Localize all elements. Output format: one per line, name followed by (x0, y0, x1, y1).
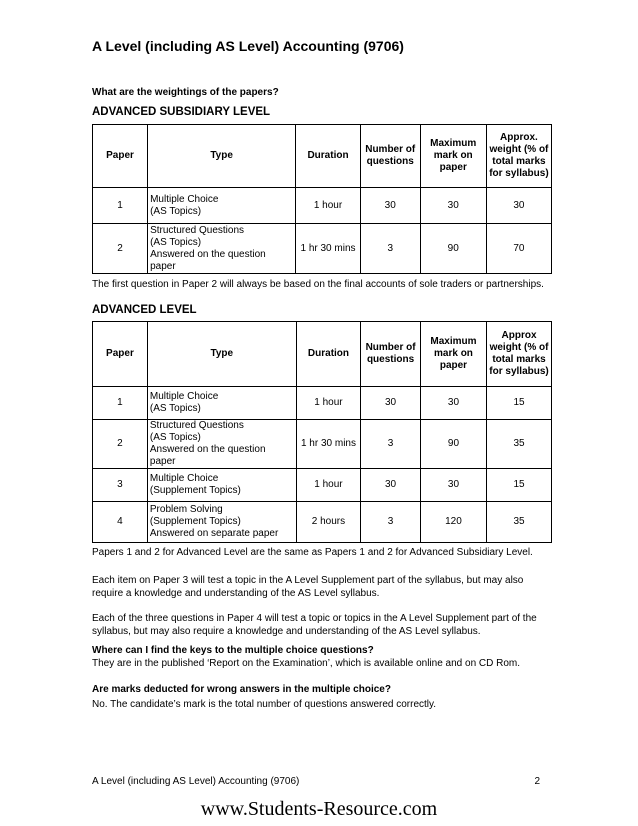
header-questions: Number of questions (361, 322, 421, 387)
cell-questions: 3 (361, 420, 421, 469)
type-line: Structured Questions (149, 420, 244, 431)
cell-duration: 1 hr 30 mins (296, 420, 361, 469)
table-row (93, 502, 552, 543)
cell-max-mark: 30 (420, 387, 486, 420)
page-number: 2 (534, 776, 540, 787)
type-line: (AS Topics) (149, 403, 201, 414)
cell-duration: 2 hours (296, 502, 361, 543)
paragraph-paper-4: Each of the three questions in Paper 4 will test a topic or topics in the A Level Supplement part of the syllabus, but may also require a knowledge and understanding of the AS Level syllabus. (92, 613, 537, 637)
question-marks-deducted: Are marks deducted for wrong answers in the multiple choice? (92, 684, 391, 695)
header-type: Type (147, 322, 296, 387)
type-line: Answered on the question paper (150, 248, 266, 272)
cell-weight: 35 (487, 502, 552, 543)
cell-weight: 70 (486, 224, 551, 274)
cell-questions: 30 (360, 188, 420, 224)
header-weight: Approx. weight (% of total marks for syllabus) (486, 125, 551, 188)
question-weightings: What are the weightings of the papers? (92, 87, 279, 98)
a-level-heading: ADVANCED LEVEL (92, 304, 197, 316)
cell-paper: 2 (93, 420, 148, 469)
cell-weight: 15 (487, 387, 552, 420)
cell-type (147, 387, 296, 420)
cell-weight: 30 (486, 188, 551, 224)
cell-weight: 35 (487, 420, 552, 469)
answer-marks-deducted: No. The candidate’s mark is the total number of questions answered correctly. (92, 699, 437, 710)
cell-type (147, 502, 296, 543)
cell-max-mark: 90 (420, 224, 486, 274)
cell-type (147, 469, 296, 502)
as-table-header-row (93, 125, 552, 188)
cell-paper: 4 (93, 502, 148, 543)
cell-type (147, 420, 296, 469)
table-row (93, 224, 552, 274)
a-level-table (92, 321, 552, 543)
cell-paper: 1 (93, 387, 148, 420)
type-line: Multiple Choice (149, 391, 219, 402)
question-keys: Where can I find the keys to the multiple choice questions? (92, 645, 374, 656)
header-paper: Paper (93, 322, 148, 387)
cell-max-mark: 120 (420, 502, 486, 543)
cell-weight: 15 (487, 469, 552, 502)
answer-keys: They are in the published ‘Report on the Examination’, which is available online and on CD Rom. (92, 658, 521, 669)
type-line: Answered on the question paper (149, 444, 266, 467)
as-level-heading: ADVANCED SUBSIDIARY LEVEL (92, 106, 271, 118)
footer-title: A Level (including AS Level) Accounting (9706) (92, 776, 300, 787)
type-line: Structured Questions (150, 224, 245, 236)
cell-duration: 1 hour (296, 469, 361, 502)
cell-max-mark: 30 (420, 469, 486, 502)
cell-paper: 1 (93, 188, 148, 224)
cell-duration: 1 hr 30 mins (296, 224, 361, 274)
type-line: Multiple Choice (150, 193, 219, 205)
table-row (93, 188, 552, 224)
cell-questions: 30 (361, 387, 421, 420)
cell-questions: 3 (360, 224, 420, 274)
cell-max-mark: 30 (420, 188, 486, 224)
cell-questions: 30 (361, 469, 421, 502)
type-line: (AS Topics) (150, 236, 202, 248)
header-weight: Approx weight (% of total marks for syllabus) (487, 322, 552, 387)
table-row (93, 387, 552, 420)
type-line: Problem Solving (149, 504, 223, 515)
type-line: (AS Topics) (150, 205, 202, 217)
header-type: Type (148, 125, 296, 188)
type-line: (Supplement Topics) (149, 516, 241, 527)
header-questions: Number of questions (360, 125, 420, 188)
cell-type (148, 224, 296, 274)
type-line: (AS Topics) (149, 432, 201, 443)
header-duration: Duration (296, 322, 361, 387)
table-row (93, 469, 552, 502)
page-footer (92, 776, 552, 787)
cell-paper: 2 (93, 224, 148, 274)
header-duration: Duration (296, 125, 361, 188)
type-line: Answered on separate paper (149, 528, 279, 539)
table-row (93, 420, 552, 469)
header-max-mark: Maximum mark on paper (420, 125, 486, 188)
al-table-header-row (93, 322, 552, 387)
as-level-table (92, 124, 552, 274)
cell-questions: 3 (361, 502, 421, 543)
paragraph-paper-3: Each item on Paper 3 will test a topic in the A Level Supplement part of the syllabus, but may also require a knowledge and understanding of the AS Level syllabus. (92, 575, 524, 599)
paragraph-papers-same: Papers 1 and 2 for Advanced Level are the same as Papers 1 and 2 for Advanced Subsidiary Level. (92, 547, 533, 558)
website-url: www.Students-Resource.com (200, 798, 438, 820)
cell-paper: 3 (93, 469, 148, 502)
cell-type (148, 188, 296, 224)
type-line: Multiple Choice (149, 473, 219, 484)
type-line: (Supplement Topics) (149, 485, 241, 496)
header-paper: Paper (93, 125, 148, 188)
cell-duration: 1 hour (296, 387, 361, 420)
header-max-mark: Maximum mark on paper (420, 322, 486, 387)
cell-duration: 1 hour (296, 188, 361, 224)
page-title: A Level (including AS Level) Accounting (9706) (92, 38, 404, 54)
cell-max-mark: 90 (420, 420, 486, 469)
as-note: The first question in Paper 2 will always be based on the final accounts of sole traders or partnerships. (92, 279, 544, 290)
